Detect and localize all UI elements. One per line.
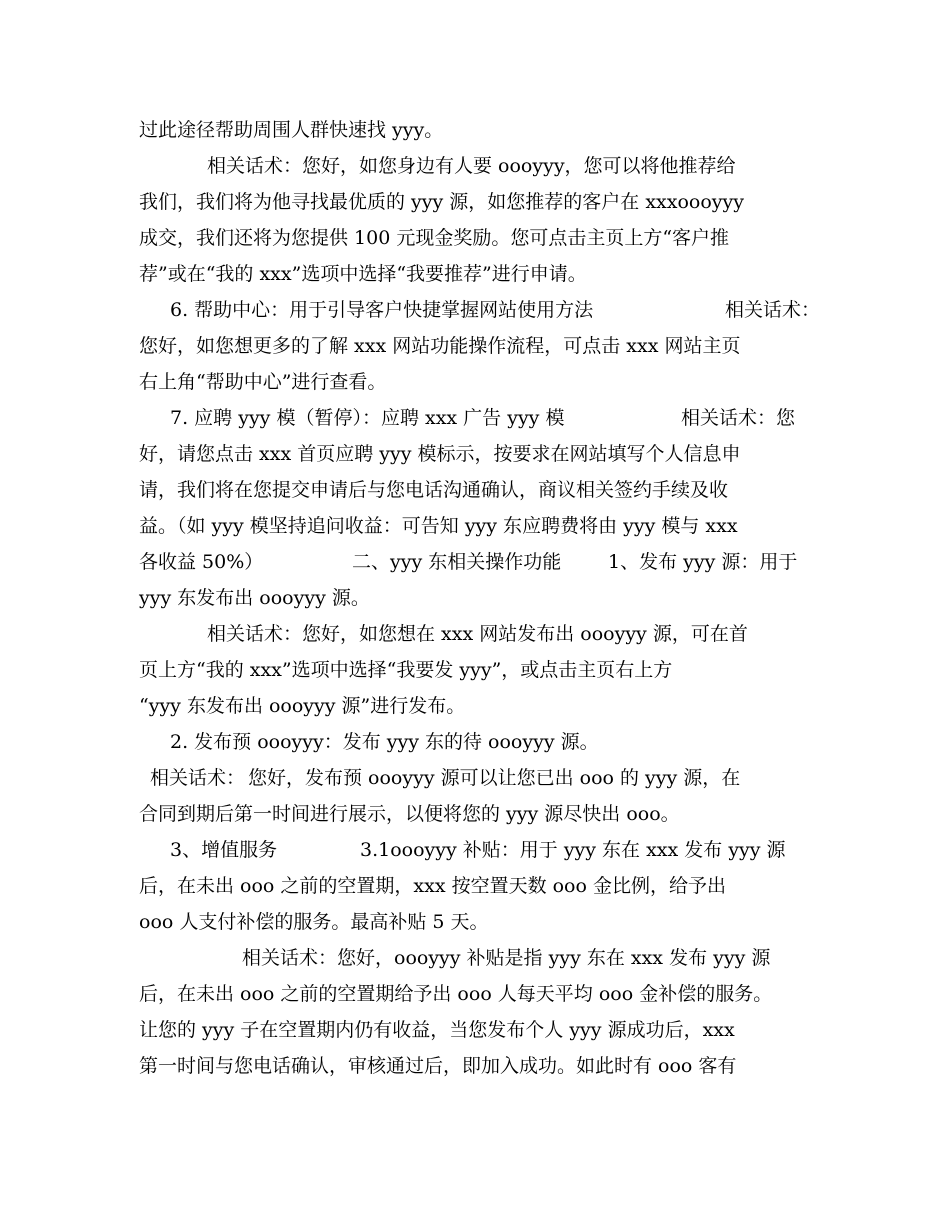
text-line: 后，在未出 ooo 之前的空置期，xxx 按空置天数 ooo 金比例，给予出 [139,875,726,897]
text-line: 荐”或在“我的 xxx”选项中选择“我要推荐”进行申请。 [139,263,587,285]
text-line: 您好，如您想更多的了解 xxx 网站功能操作流程，可点击 xxx 网站主页 [139,335,741,357]
text-line: 相关话术：您 [681,407,796,429]
text-line: 您好，发布预 oooyyy 源可以让您已出 ooo 的 yyy 源，在 [248,767,741,789]
text-line: 我们，我们将为他寻找最优质的 yyy 源，如您推荐的客户在 xxxoooyyy [139,191,744,213]
text-line: 相关话术：您好，如您身边有人要 oooyyy，您可以将他推荐给 [207,155,736,177]
text-line: 益。（如 yyy 模坚持追问收益：可告知 yyy 东应聘费将由 yyy 模与 xxx [139,515,738,537]
text-line: 3、增值服务 [170,839,278,861]
text-line: 3.1oooyyy 补贴：用于 yyy 东在 xxx 发布 yyy 源 [360,839,786,861]
text-line: 页上方“我的 xxx”选项中选择“我要发 yyy”，或点击主页右上方 [139,659,673,681]
text-line: 相关话术：您好，如您想在 xxx 网站发布出 oooyyy 源，可在首 [207,623,748,645]
text-line: yyy 东发布出 oooyyy 源。 [139,587,370,609]
text-line: 合同到期后第一时间进行展示，以便将您的 yyy 源尽快出 ooo。 [139,803,680,825]
text-line: 第一时间与您电话确认，审核通过后，即加入成功。如此时有 ooo 客有 [139,1055,737,1077]
text-line: 相关话术：您好，oooyyy 补贴是指 yyy 东在 xxx 发布 yyy 源 [242,947,771,969]
text-line: 1、发布 yyy 源：用于 [608,551,798,573]
text-line: 6. 帮助中心：用于引导客户快捷掌握网站使用方法 [170,299,594,321]
text-line: 让您的 yyy 子在空置期内仍有收益，当您发布个人 yyy 源成功后，xxx [139,1019,735,1041]
text-line: 7. 应聘 yyy 模（暂停）：应聘 xxx 广告 yyy 模 [170,407,565,429]
text-line: 相关话术： [725,299,821,321]
text-line: 各收益 50%） [139,551,264,573]
text-line: 2. 发布预 oooyyy：发布 yyy 东的待 oooyyy 源。 [170,731,599,753]
section-heading: 二、yyy 东相关操作功能 [352,551,562,573]
text-line: 相关话术： [150,767,246,789]
text-line: 好，请您点击 xxx 首页应聘 yyy 模标示，按要求在网站填写个人信息申 [139,443,741,465]
text-line: ooo 人支付补偿的服务。最高补贴 5 天。 [139,911,489,933]
text-line: 右上角“帮助中心”进行查看。 [139,371,387,393]
text-line: 后，在未出 ooo 之前的空置期给予出 ooo 人每天平均 ooo 金补偿的服务。 [139,983,773,1005]
text-line: 请，我们将在您提交申请后与您电话沟通确认，商议相关签约手续及收 [139,479,729,501]
text-line: 成交，我们还将为您提供 100 元现金奖励。您可点击主页上方“客户推 [139,227,730,249]
text-line: “yyy 东发布出 oooyyy 源”进行发布。 [139,695,466,717]
text-line: 过此途径帮助周围人群快速找 yyy。 [139,119,444,141]
